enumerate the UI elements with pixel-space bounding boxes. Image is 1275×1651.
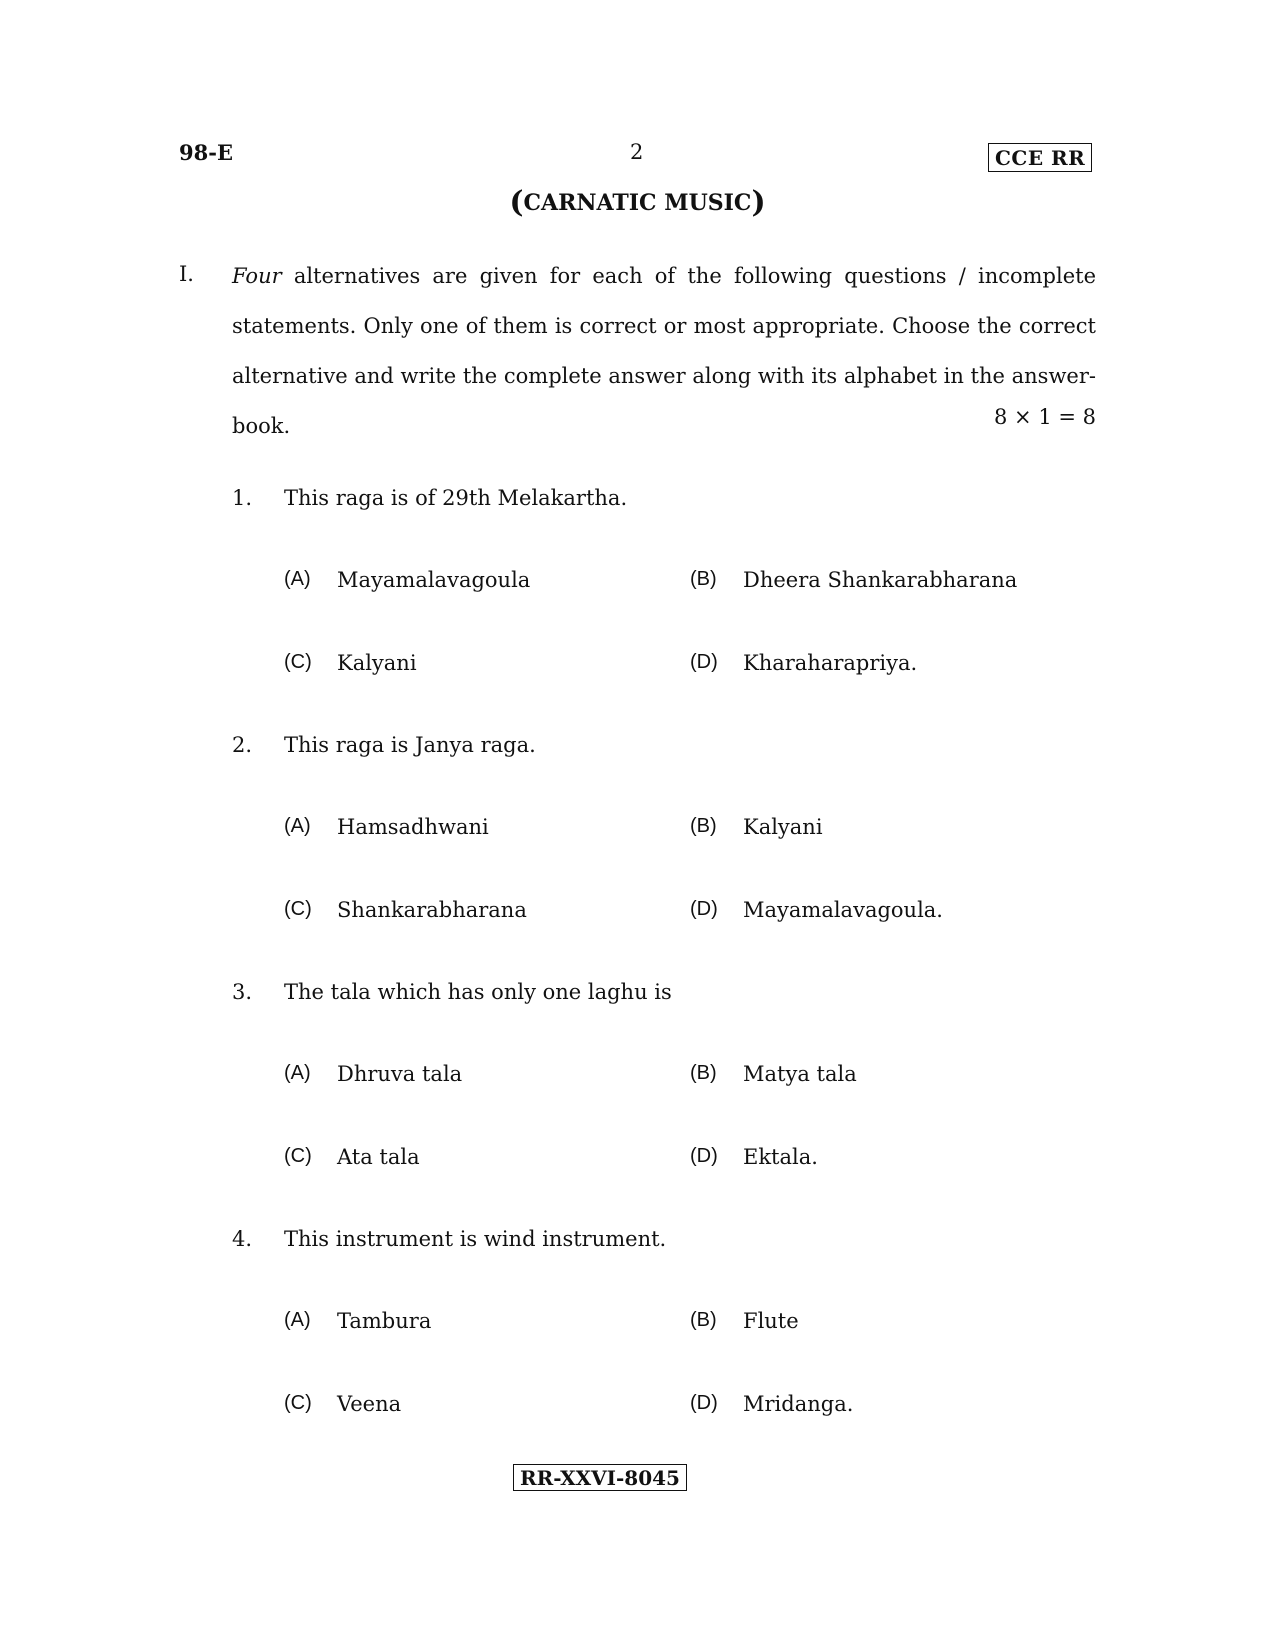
option-label: (C) [284,1392,312,1414]
option-label: (B) [690,1309,717,1331]
option-text: Kharaharapriya. [743,651,918,675]
option-label: (C) [284,898,312,920]
marks-allocation: 8 × 1 = 8 [994,405,1096,429]
option-text: Tambura [337,1309,432,1333]
option-label: (D) [690,898,718,920]
option-label: (A) [284,568,311,590]
option-text: Flute [743,1309,799,1333]
option-label: (B) [690,568,717,590]
option-text: Kalyani [337,651,417,675]
footer-code-box: RR-XXVI-8045 [513,1464,687,1491]
option-text: Veena [337,1392,402,1416]
instruction-text: alternatives are given for each of the following questions / incomplete statements. Only one of them is correct or most appropriate. Choose the correct alternative and write the complete answer along with its alphabet in the answer-book. [232,264,1096,438]
paper-code: 98-E [179,140,233,165]
option-label: (A) [284,815,311,837]
question-number: 3. [232,980,253,1004]
section-number: I. [179,262,194,286]
option-label: (B) [690,1062,717,1084]
option-text: Ata tala [337,1145,420,1169]
question-text: This raga is of 29th Melakartha. [284,486,628,510]
subject-title [0,185,1275,220]
option-text: Dhruva tala [337,1062,463,1086]
cce-rr-box: CCE RR [988,143,1092,172]
option-text: Dheera Shankarabharana [743,568,1018,592]
option-label: (A) [284,1309,311,1331]
instruction-lead: Four [232,264,282,288]
option-text: Mridanga. [743,1392,854,1416]
option-text: Ektala. [743,1145,818,1169]
option-label: (B) [690,815,717,837]
subject-title-text: CARNATIC MUSIC [523,190,752,216]
title-close-paren: ) [751,185,766,220]
option-label: (D) [690,1145,718,1167]
option-label: (C) [284,651,312,673]
option-text: Kalyani [743,815,823,839]
option-label: (D) [690,1392,718,1414]
option-label: (A) [284,1062,311,1084]
question-text: This raga is Janya raga. [284,733,536,757]
question-number: 1. [232,486,253,510]
question-number: 2. [232,733,253,757]
question-number: 4. [232,1227,253,1251]
option-text: Matya tala [743,1062,857,1086]
option-text: Mayamalavagoula. [743,898,943,922]
page-number: 2 [630,140,644,164]
option-label: (D) [690,651,718,673]
option-text: Hamsadhwani [337,815,489,839]
question-text: This instrument is wind instrument. [284,1227,667,1251]
option-text: Mayamalavagoula [337,568,531,592]
title-open-paren: ( [509,185,524,220]
question-text: The tala which has only one laghu is [284,980,672,1004]
option-text: Shankarabharana [337,898,527,922]
option-label: (C) [284,1145,312,1167]
